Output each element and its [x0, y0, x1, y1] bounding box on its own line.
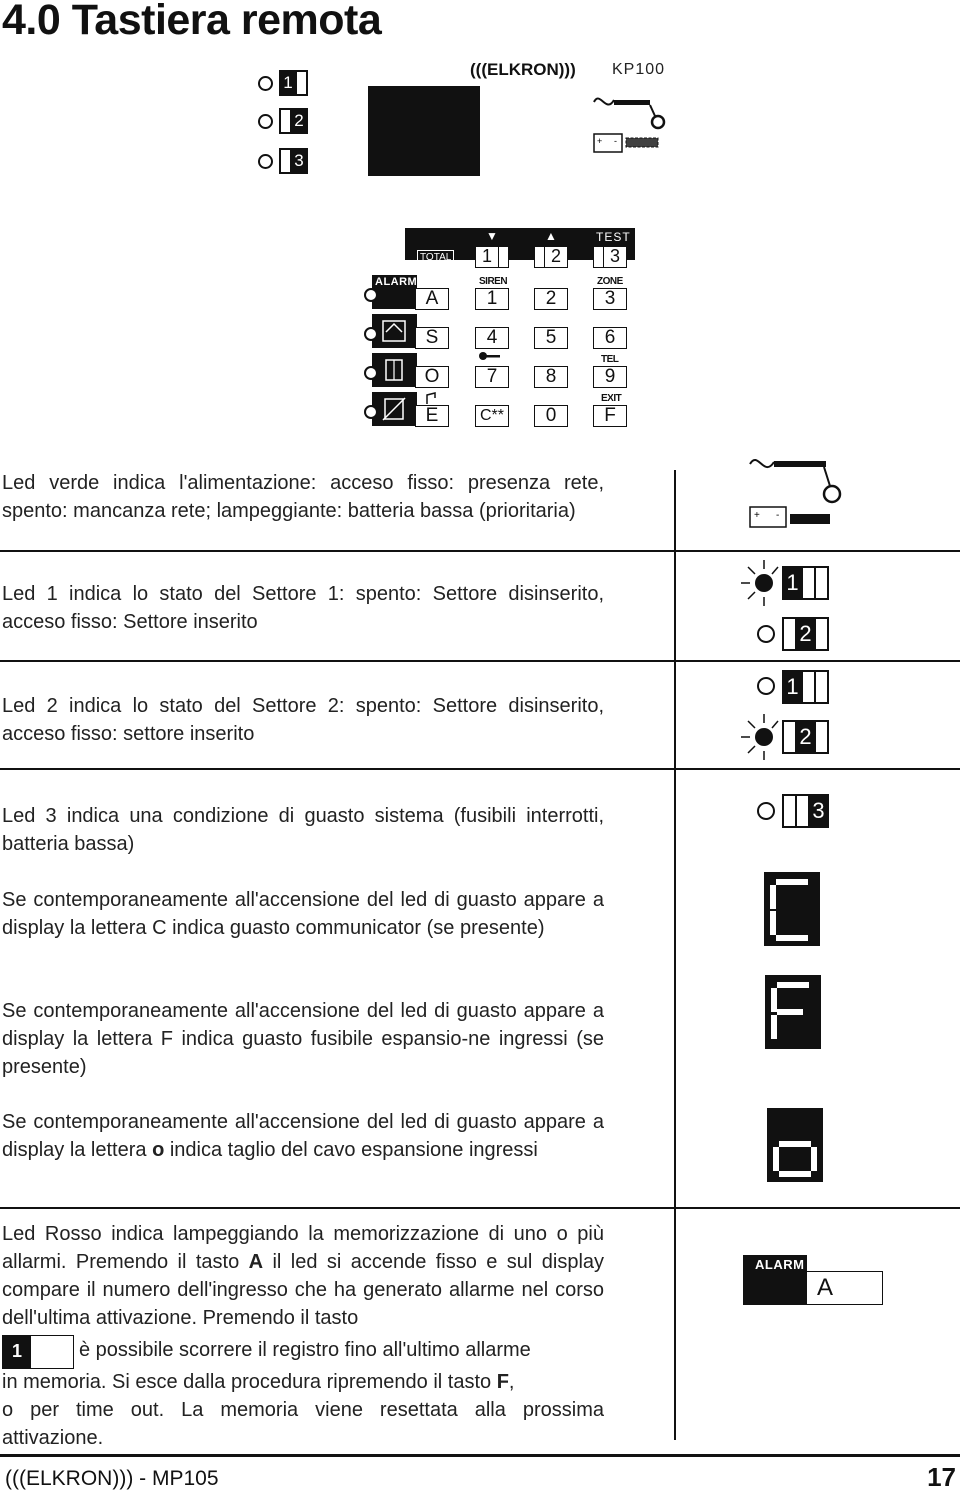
home-side-button[interactable]: [372, 314, 417, 348]
exit-label: EXIT: [601, 393, 622, 404]
chime-icon: [424, 392, 438, 406]
brand-logo: (((ELKRON))): [470, 60, 576, 79]
power-battery-icon: [590, 92, 670, 156]
footer-brand: (((ELKRON))) - MP105: [5, 1467, 219, 1490]
strip-key-1[interactable]: 1: [475, 246, 509, 268]
alarm-memory-text-end: in memoria. Si esce dalla procedura ripremendo il tasto F, o per time out. La memoria viene resettata alla prossima attivazione.: [2, 1371, 604, 1449]
alarm-badge: [743, 1255, 807, 1305]
key-S[interactable]: S: [415, 327, 449, 349]
strip-key-2[interactable]: 2: [534, 246, 568, 268]
page-title: 4.0 Tastiera remota: [2, 0, 382, 44]
power-led-text: Led verde indica l'alimentazione: acceso fisso: presenza rete, spento: mancanza rete; lampeggiante: batteria bassa (prioritaria): [2, 472, 604, 522]
key-1-inline: 1: [2, 1335, 74, 1369]
led-off-icon: [364, 405, 378, 419]
svg-text:-: -: [614, 136, 617, 146]
arrow-down-icon: ▼: [486, 229, 498, 243]
key-5[interactable]: 5: [534, 327, 568, 349]
led3-text: Led 3 indica una condizione di guasto sistema (fusibili interrotti, batteria bassa): [2, 805, 604, 855]
page-number: 17: [927, 1462, 956, 1492]
key-C[interactable]: C**: [475, 405, 509, 427]
sector-2-indicator: 2: [782, 617, 829, 651]
row-divider: [0, 768, 960, 770]
led-off-icon: [364, 327, 378, 341]
key-7[interactable]: 7: [475, 366, 509, 388]
sector-led-2: [258, 108, 308, 134]
key-2[interactable]: 2: [534, 288, 568, 310]
display-letter-f-icon: [765, 975, 821, 1049]
key-A[interactable]: A: [415, 288, 449, 310]
zone-label: ZONE: [597, 276, 623, 287]
keypad-display: [368, 86, 480, 176]
key-3[interactable]: 3: [593, 288, 627, 310]
key-9[interactable]: 9: [593, 366, 627, 388]
led-off-icon: [364, 366, 378, 380]
led1-text: Led 1 indica lo stato del Settore 1: spento: Settore disinserito, acceso fisso: Settore inserito: [2, 583, 604, 633]
display-letter-o-icon: [767, 1108, 823, 1182]
tel-label: TEL: [601, 354, 619, 365]
svg-text:-: -: [776, 510, 780, 521]
led-digit: 3: [292, 150, 306, 172]
key-F[interactable]: F: [593, 405, 627, 427]
exclude-side-button[interactable]: [372, 392, 417, 426]
alarm-side-button[interactable]: [372, 275, 417, 309]
row-divider: [0, 660, 960, 662]
door-side-button[interactable]: [372, 353, 417, 387]
led-digit: 1: [281, 72, 295, 94]
strip-key-3[interactable]: 3: [593, 246, 627, 268]
led-off-icon: [258, 76, 273, 91]
model-label: KP100: [612, 61, 666, 78]
alarm-led-icon: [364, 288, 378, 302]
door-icon: [380, 357, 408, 383]
sector-3-indicator: 3: [782, 794, 829, 828]
fault-o-text: Se contemporaneamente all'accensione del led di guasto appare a display la lettera o indica taglio del cavo espansione ingressi: [2, 1111, 604, 1161]
sector-1-indicator: 1: [782, 566, 829, 600]
total-label: TOTAL: [417, 250, 454, 265]
fault-c-text: Se contemporaneamente all'accensione del led di guasto appare a display la lettera C indica guasto communicator (se presente): [2, 889, 604, 939]
row-divider: [0, 1207, 960, 1209]
sector-1-indicator: 1: [782, 670, 829, 704]
led-off-icon: [258, 114, 273, 129]
alarm-memory-text: Led Rosso indica lampeggiando la memorizzazione di uno o più allarmi. Premendo il tasto A il led si accende fisso e sul display compare il numero dell'ingresso che ha generato allarme nel corso dell'ultima attivazione. Premendo il tasto: [2, 1223, 605, 1329]
key-6[interactable]: 6: [593, 327, 627, 349]
test-label: TEST: [596, 230, 631, 244]
led-off-icon: [757, 802, 775, 820]
alarm-label: ALARM: [755, 1257, 805, 1272]
key-4[interactable]: 4: [475, 327, 509, 349]
table-divider: [674, 470, 676, 1440]
led-digit: 2: [292, 110, 306, 132]
alarm-label: ALARM: [375, 276, 418, 288]
key-E[interactable]: E: [415, 405, 449, 427]
alarm-memory-text-cont: è possibile scorrere il registro fino all'ultimo allarme: [79, 1339, 531, 1361]
display-letter-c-icon: [764, 872, 820, 946]
key-icon: [478, 350, 502, 362]
fault-f-text: Se contemporaneamente all'accensione del led di guasto appare a display la lettera F indica guasto fusibile espansio-ne ingressi (se presente): [2, 1000, 604, 1078]
svg-text:+: +: [754, 510, 760, 521]
row-divider: [0, 550, 960, 552]
led-blinking-icon: [736, 710, 786, 762]
display-letter-a: A: [807, 1271, 883, 1305]
home-icon: [380, 318, 408, 344]
power-battery-icon: [742, 454, 852, 529]
svg-text:+: +: [597, 136, 603, 146]
arrow-up-icon: ▲: [545, 229, 557, 243]
sector-2-indicator: 2: [782, 720, 829, 754]
led-off-icon: [757, 677, 775, 695]
sector-led-1: [258, 70, 308, 96]
led-off-icon: [258, 154, 273, 169]
led-off-icon: [757, 625, 775, 643]
key-8[interactable]: 8: [534, 366, 568, 388]
led2-text: Led 2 indica lo stato del Settore 2: spento: Settore disinserito, acceso fisso: settore inserito: [2, 695, 604, 745]
siren-label: SIREN: [479, 276, 508, 287]
led-blinking-icon: [736, 556, 786, 608]
footer-rule: [0, 1454, 960, 1457]
key-1[interactable]: 1: [475, 288, 509, 310]
exclude-zone-icon: [380, 396, 408, 422]
key-0[interactable]: 0: [534, 405, 568, 427]
key-O[interactable]: O: [415, 366, 449, 388]
sector-led-3: [258, 148, 308, 174]
